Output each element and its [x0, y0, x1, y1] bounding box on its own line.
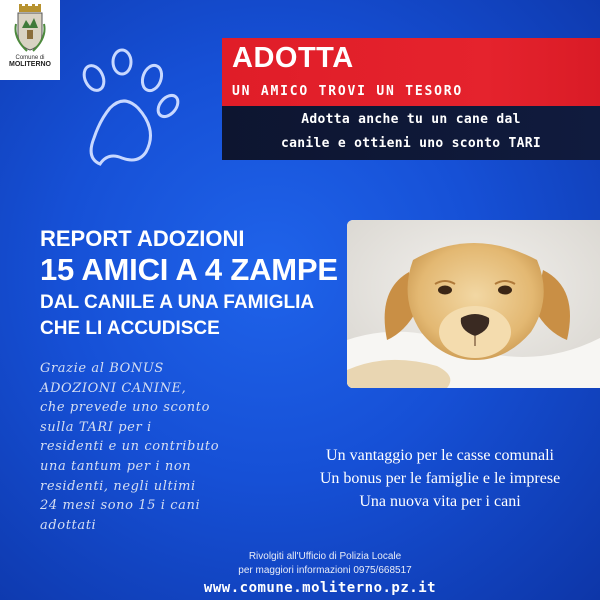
paw-print-icon: [72, 48, 192, 178]
contact-phone: per maggiori informazioni 0975/668517: [238, 565, 412, 576]
description-line: sulla TARI per i: [40, 419, 152, 435]
benefit-item: Un vantaggio per le casse comunali: [326, 447, 554, 464]
report-subheading-2: CHE LI ACCUDISCE: [40, 318, 220, 339]
benefit-item: Un bonus per le famiglie e le imprese: [319, 470, 561, 487]
description-line: una tantum per i non: [40, 458, 192, 474]
dog-photo: [347, 220, 600, 388]
website-link[interactable]: www.comune.moliterno.pz.it: [203, 580, 437, 596]
banner-subtitle: UN AMICO TROVI UN TESORO: [232, 84, 464, 99]
logo-town-name: MOLITERNO: [9, 61, 51, 68]
description-line: residenti, negli ultimi: [40, 478, 196, 494]
report-subheading-1: DAL CANILE A UNA FAMIGLIA: [40, 292, 315, 313]
logo-caption: Comune di: [15, 55, 45, 61]
banner-title: ADOTTA: [232, 42, 354, 74]
description-line: che prevede uno sconto: [40, 400, 210, 416]
tari-banner-line-2: canile e ottieni uno sconto TARI: [280, 136, 542, 151]
report-count-heading: 15 AMICI A 4 ZAMPE: [40, 252, 338, 287]
description-line: 24 mesi sono 15 i cani: [40, 498, 201, 514]
description-line: Grazie al BONUS: [40, 361, 164, 376]
benefit-item: Una nuova vita per i cani: [359, 493, 521, 510]
report-heading: REPORT ADOZIONI: [40, 226, 245, 251]
description-line: adottati: [40, 517, 97, 533]
municipal-logo: [0, 0, 60, 80]
contact-office: Rivolgiti all'Ufficio di Polizia Locale: [248, 551, 402, 562]
description-line: ADOZIONI CANINE,: [40, 380, 187, 396]
municipal-crest-icon: [13, 4, 47, 54]
adoption-description: [40, 359, 290, 535]
description-line: residenti e un contributo: [40, 439, 220, 455]
benefits-list: [290, 444, 590, 513]
tari-banner-line-1: Adotta anche tu un cane dal: [301, 112, 521, 127]
